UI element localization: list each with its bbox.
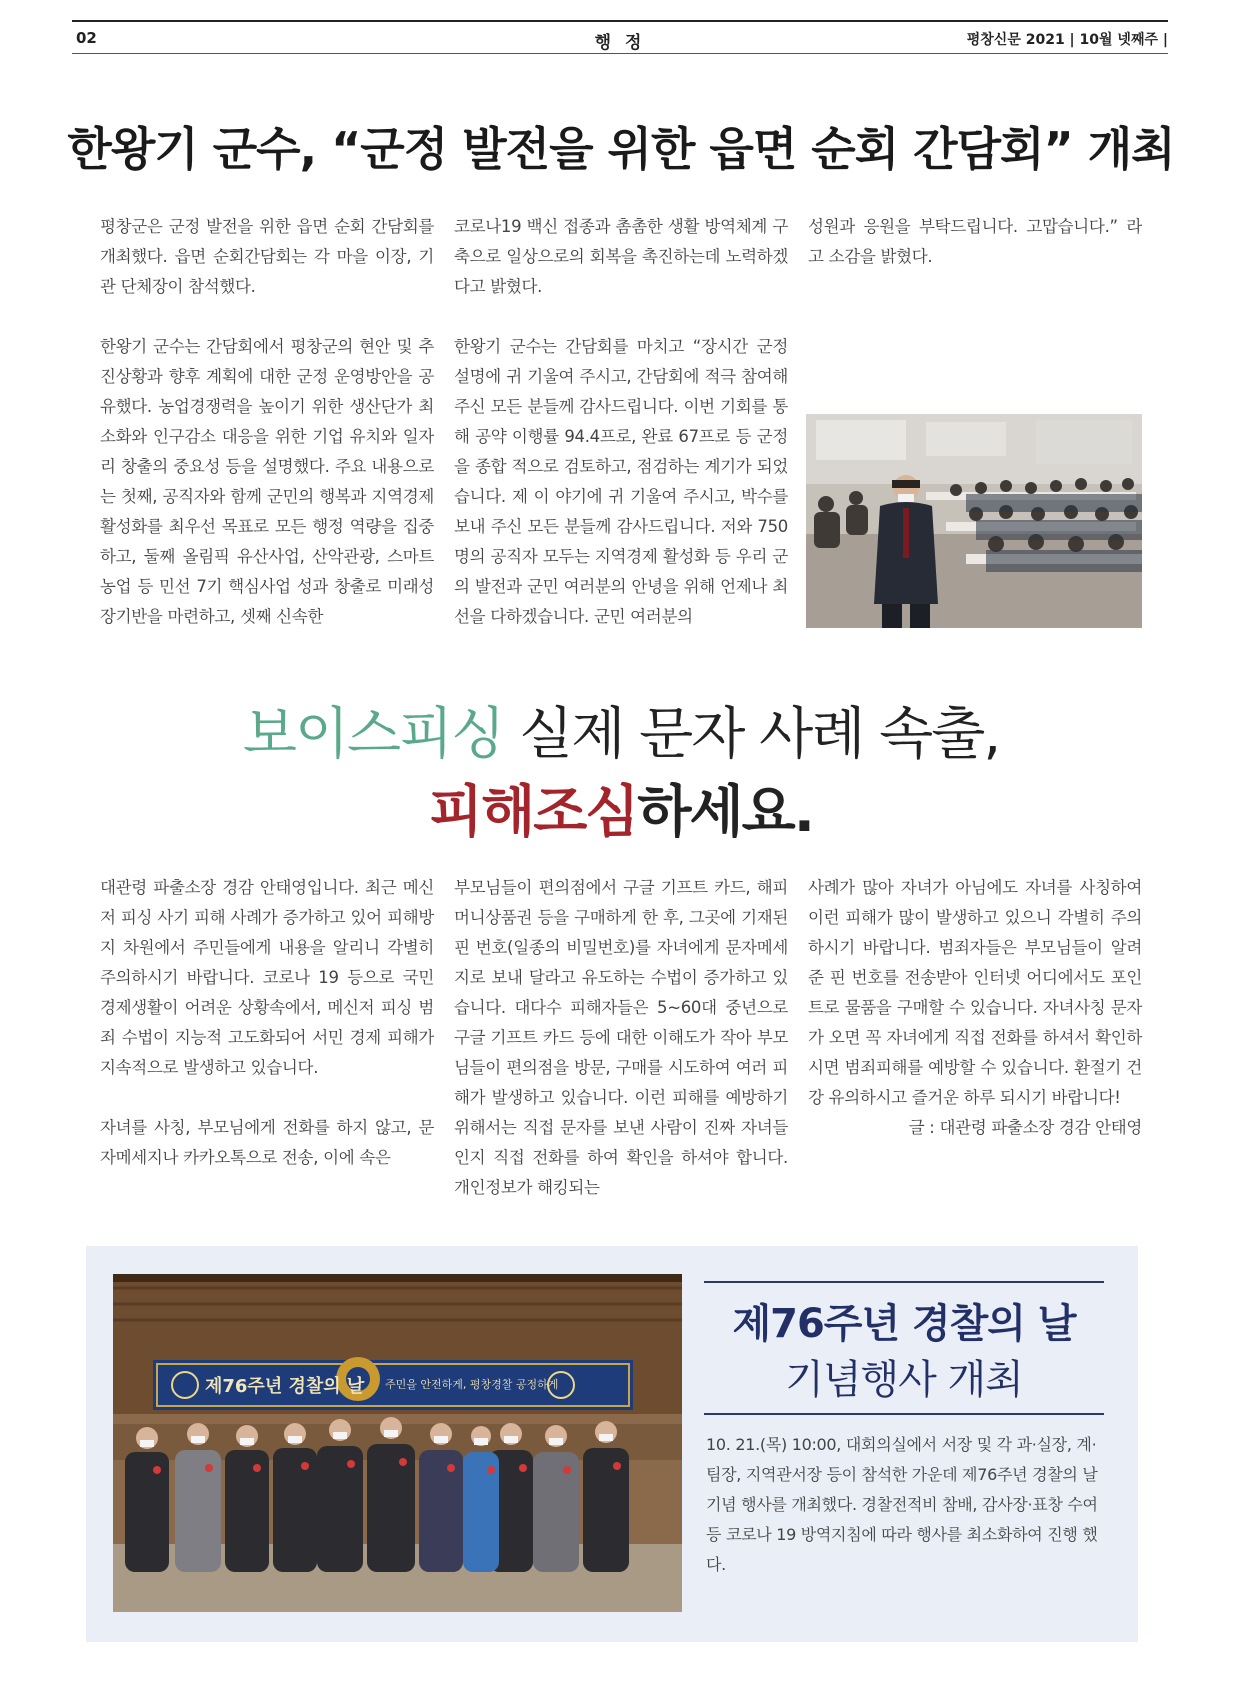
- article2-col3-paragraph-1: 사례가 많아 자녀가 아님에도 자녀를 사칭하여 이런 피해가 많이 발생하고 있으니 각별히 주의하시기 바랍니다. 범죄자들은 부모님들이 알려준 핀 번호를 전송받아 인터넷 어디에서도 포인트로 물품을 구매할 수 있습니다. 자녀사칭 문자가 오면 꼭 자녀에게 직접 전화를 하셔서 확인하시면 범죄피해를 예방할 수 있습니다. 환절기 건강 유의하시고 즐거운 하루 되시기 바랍니다!: [808, 878, 1142, 1107]
- meeting-photo-image: [806, 414, 1142, 628]
- police-day-title-line1: 제76주년 경찰의 날: [732, 1301, 1076, 1347]
- article2-headline2-rest: 하세요.: [637, 780, 813, 845]
- police-day-body: 10. 21.(목) 10:00, 대회의실에서 서장 및 각 과·실장, 계·팀장, 지역관서장 등이 참석한 가운데 제76주년 경찰의 날 기념 행사를 개최했다. 경찰전적비 참배, 감사장·표창 수여 등 코로나 19 방역지침에 따라 행사를 최소화하여 진행 했다.: [706, 1435, 1098, 1574]
- article2-headline-highlight: 보이스피싱: [242, 702, 504, 767]
- article1-column-1: [100, 212, 434, 632]
- section-title: 행 정: [594, 33, 646, 53]
- article2-headline-warning: 피해조심: [429, 780, 638, 845]
- article2-column-2: [454, 873, 788, 1203]
- banner-slogan: 주민을 안전하게, 평창경찰 공정하게: [385, 1378, 559, 1391]
- article1-col2-paragraph-2: 한왕기 군수는 간담회를 마치고 “장시간 군정 설명에 귀 기울여 주시고, 간담회에 적극 참여해 주신 모든 분들께 감사드립니다. 이번 기회를 통해 공약 이행률 94.4프로, 완료 67프로 등 군정을 종합 적으로 검토하고, 점검하는 계기가 되었습니다. 제 이 야기에 귀 기울여 주시고, 박수를 보내 주신 모든 분들께 감사드립니다. 저와 750명의 공직자 모두는 지역경제 활성화 등 우리 군의 발전과 군민 여러분의 안녕을 위해 언제나 최선을 다하겠습니다. 군민 여러분의: [454, 337, 788, 626]
- article1-col1-paragraph-1: 평창군은 군정 발전을 위한 읍면 순회 간담회를 개최했다. 읍면 순회간담회는 각 마을 이장, 기관 단체장이 참석했다.: [100, 217, 434, 296]
- page-header: [72, 26, 1168, 54]
- article1-column-2: [454, 212, 788, 632]
- article2-column-3: [808, 873, 1142, 1143]
- banner-title: 제76주년 경찰의 날: [205, 1376, 365, 1397]
- article1-col1-paragraph-2: 한왕기 군수는 간담회에서 평창군의 현안 및 추진상황과 향후 계획에 대한 군정 운영방안을 공유했다. 농업경쟁력을 높이기 위한 생산단가 최소화와 인구감소 대응을 위한 기업 유치와 일자리 창출의 중요성 등을 설명했다. 주요 내용으로는 첫째, 공직자와 함께 군민의 행복과 지역경제 활성화를 최우선 목표로 모든 행정 역량을 집중하고, 둘째 올림픽 유산사업, 산악관광, 스마트농업 등 민선 7기 핵심사업 성과 창출로 미래성장기반을 마련하고, 셋째 신속한: [100, 337, 434, 626]
- issue-info: 평창신문 2021 | 10월 넷째주 |: [966, 32, 1168, 48]
- meeting-photo: [806, 414, 1142, 628]
- article2-column-1: [100, 873, 434, 1173]
- police-day-photo: [113, 1274, 682, 1612]
- article2-col1-paragraph-1: 대관령 파출소장 경감 안태영입니다. 최근 메신저 피싱 사기 피해 사례가 증가하고 있어 피해방지 차원에서 주민들에게 내용을 알리니 각별히 주의하시기 바랍니다. 코로나 19 등으로 국민 경제생활이 어려운 상황속에서, 메신저 피싱 범죄 수법이 지능적 고도화되어 서민 경제 피해가 지속적으로 발생하고 있습니다.: [100, 878, 434, 1077]
- article1-column-3: [808, 212, 1142, 272]
- article2-headline-rest: 실제 문자 사례 속출,: [503, 702, 1000, 767]
- article1-headline: 한왕기 군수, “군정 발전을 위한 읍면 순회 간담회” 개최: [67, 122, 1175, 176]
- article2-col2-paragraph-1: 부모님들이 편의점에서 구글 기프트 카드, 해피머니상품권 등을 구매하게 한 후, 그곳에 기재된 핀 번호(일종의 비밀번호)를 자녀에게 문자메세지로 보내 달라고 유도하는 수법이 증가하고 있습니다. 대다수 피해자들은 5~60대 중년으로 구글 기프트 카드 등에 대한 이해도가 작아 부모님들이 편의점을 방문, 구매를 시도하여 여러 피해가 발생하고 있습니다. 이런 피해를 예방하기 위해서는 직접 문자를 보낸 사람이 진짜 자녀들인지 직접 전화를 하여 확인을 하셔야 합니다. 개인정보가 해킹되는: [454, 878, 788, 1197]
- article2-col1-paragraph-2: 자녀를 사칭, 부모님에게 전화를 하지 않고, 문자메세지나 카카오톡으로 전송, 이에 속은: [100, 1118, 434, 1167]
- police-day-title-bottom-rule: [704, 1413, 1104, 1415]
- police-day-title-top-rule: [704, 1281, 1104, 1283]
- police-day-photo-image: [113, 1274, 682, 1612]
- header-bottom-rule: [72, 53, 1168, 54]
- article1-col3-paragraph-1: 성원과 응원을 부탁드립니다. 고맙습니다.” 라고 소감을 밝혔다.: [808, 217, 1142, 266]
- page-number: 02: [76, 29, 97, 47]
- police-day-title-line2: 기념행사 개최: [785, 1357, 1023, 1403]
- header-top-rule: [72, 20, 1168, 22]
- article2-byline: 글 : 대관령 파출소장 경감 안태영: [908, 1118, 1142, 1137]
- article2-headline-line2: [60, 768, 1182, 848]
- article1-col2-paragraph-1: 코로나19 백신 접종과 촘촘한 생활 방역체계 구축으로 일상으로의 회복을 촉진하는데 노력하겠다고 밝혔다.: [454, 217, 788, 296]
- article2-headline-line1: [60, 690, 1182, 770]
